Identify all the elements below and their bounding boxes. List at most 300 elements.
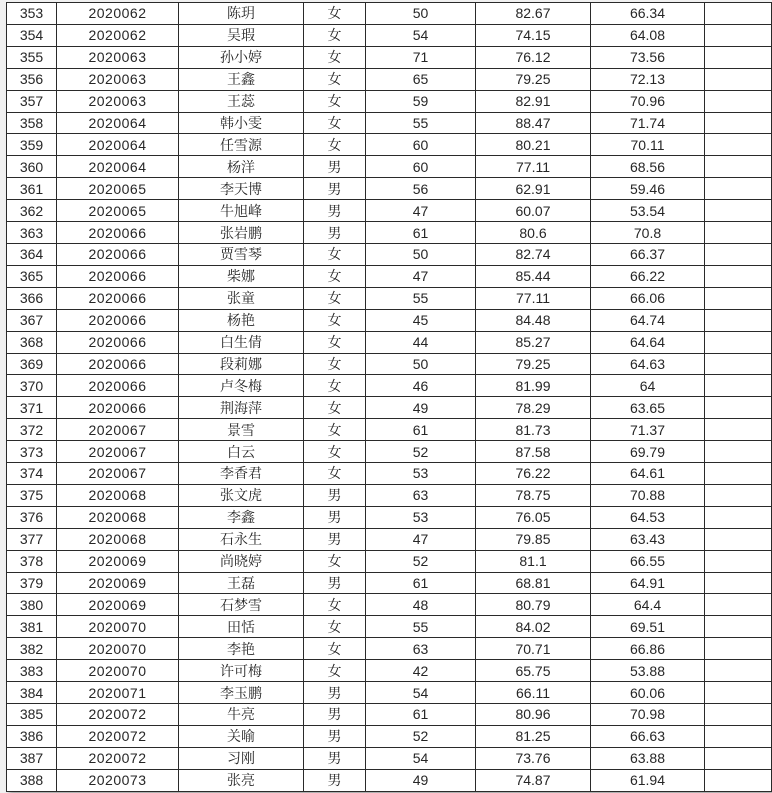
cell-name: 张童 (179, 287, 304, 309)
results-sheet (6, 2, 771, 792)
cell-score-2: 66.37 (591, 243, 705, 265)
cell-score-2: 70.8 (591, 222, 705, 244)
cell-empty (705, 200, 772, 222)
cell-score-2: 70.96 (591, 90, 705, 112)
cell-gender: 女 (304, 90, 366, 112)
cell-candidate-id: 2020064 (57, 134, 179, 156)
cell-name: 田恬 (179, 616, 304, 638)
cell-name: 杨洋 (179, 156, 304, 178)
table-row (7, 156, 772, 178)
cell-gender: 男 (304, 156, 366, 178)
cell-empty (705, 660, 772, 682)
cell-row-number: 354 (7, 24, 57, 46)
cell-row-number: 370 (7, 375, 57, 397)
cell-score-1: 65.75 (476, 660, 591, 682)
table-row (7, 660, 772, 682)
cell-candidate-id: 2020073 (57, 769, 179, 791)
cell-gender: 男 (304, 506, 366, 528)
table-row (7, 638, 772, 660)
cell-value: 54 (366, 747, 476, 769)
cell-value: 65 (366, 68, 476, 90)
cell-score-2: 68.56 (591, 156, 705, 178)
cell-gender: 女 (304, 331, 366, 353)
cell-name: 石永生 (179, 528, 304, 550)
cell-score-2: 63.65 (591, 397, 705, 419)
cell-empty (705, 222, 772, 244)
cell-score-2: 66.63 (591, 725, 705, 747)
cell-name: 贾雪琴 (179, 243, 304, 265)
table-row (7, 769, 772, 791)
cell-row-number: 385 (7, 704, 57, 726)
cell-empty (705, 397, 772, 419)
table-row (7, 616, 772, 638)
cell-gender: 女 (304, 660, 366, 682)
cell-gender: 女 (304, 24, 366, 46)
table-row (7, 441, 772, 463)
cell-value: 50 (366, 3, 476, 25)
cell-score-2: 64.74 (591, 309, 705, 331)
cell-gender: 男 (304, 704, 366, 726)
cell-candidate-id: 2020066 (57, 265, 179, 287)
cell-candidate-id: 2020067 (57, 419, 179, 441)
cell-name: 任雪源 (179, 134, 304, 156)
cell-gender: 女 (304, 463, 366, 485)
cell-name: 许可梅 (179, 660, 304, 682)
cell-score-2: 64.4 (591, 594, 705, 616)
cell-candidate-id: 2020066 (57, 397, 179, 419)
cell-score-1: 80.96 (476, 704, 591, 726)
cell-score-2: 66.86 (591, 638, 705, 660)
table-row (7, 24, 772, 46)
cell-empty (705, 331, 772, 353)
table-row (7, 572, 772, 594)
cell-candidate-id: 2020069 (57, 572, 179, 594)
cell-value: 54 (366, 24, 476, 46)
cell-score-1: 77.11 (476, 287, 591, 309)
cell-score-1: 87.58 (476, 441, 591, 463)
cell-gender: 女 (304, 594, 366, 616)
cell-candidate-id: 2020062 (57, 24, 179, 46)
cell-row-number: 388 (7, 769, 57, 791)
cell-gender: 女 (304, 638, 366, 660)
cell-row-number: 377 (7, 528, 57, 550)
cell-score-1: 81.73 (476, 419, 591, 441)
cell-empty (705, 287, 772, 309)
cell-row-number: 357 (7, 90, 57, 112)
cell-gender: 女 (304, 134, 366, 156)
cell-score-1: 85.44 (476, 265, 591, 287)
cell-row-number: 372 (7, 419, 57, 441)
cell-empty (705, 375, 772, 397)
cell-gender: 女 (304, 309, 366, 331)
table-row (7, 46, 772, 68)
cell-row-number: 368 (7, 331, 57, 353)
cell-score-2: 64.53 (591, 506, 705, 528)
cell-score-1: 84.02 (476, 616, 591, 638)
cell-score-2: 69.51 (591, 616, 705, 638)
cell-candidate-id: 2020066 (57, 309, 179, 331)
cell-score-1: 79.85 (476, 528, 591, 550)
cell-value: 63 (366, 484, 476, 506)
cell-candidate-id: 2020070 (57, 660, 179, 682)
cell-score-1: 76.22 (476, 463, 591, 485)
cell-value: 52 (366, 441, 476, 463)
cell-row-number: 371 (7, 397, 57, 419)
cell-value: 53 (366, 506, 476, 528)
cell-gender: 女 (304, 265, 366, 287)
cell-score-2: 53.54 (591, 200, 705, 222)
table-row (7, 682, 772, 704)
table-row (7, 309, 772, 331)
cell-row-number: 386 (7, 725, 57, 747)
cell-gender: 女 (304, 46, 366, 68)
cell-value: 47 (366, 265, 476, 287)
cell-value: 44 (366, 331, 476, 353)
cell-name: 柴娜 (179, 265, 304, 287)
cell-name: 荆海萍 (179, 397, 304, 419)
table-row (7, 90, 772, 112)
cell-candidate-id: 2020066 (57, 375, 179, 397)
cell-row-number: 381 (7, 616, 57, 638)
cell-value: 48 (366, 594, 476, 616)
cell-score-2: 70.88 (591, 484, 705, 506)
cell-gender: 女 (304, 3, 366, 25)
table-row (7, 222, 772, 244)
cell-candidate-id: 2020069 (57, 550, 179, 572)
cell-value: 50 (366, 353, 476, 375)
cell-score-2: 61.94 (591, 769, 705, 791)
table-row (7, 200, 772, 222)
cell-empty (705, 353, 772, 375)
cell-score-1: 62.91 (476, 178, 591, 200)
cell-empty (705, 769, 772, 791)
cell-value: 52 (366, 550, 476, 572)
cell-score-2: 63.43 (591, 528, 705, 550)
cell-row-number: 362 (7, 200, 57, 222)
cell-candidate-id: 2020064 (57, 112, 179, 134)
cell-name: 李鑫 (179, 506, 304, 528)
cell-empty (705, 616, 772, 638)
table-row (7, 528, 772, 550)
cell-score-1: 82.74 (476, 243, 591, 265)
results-table (6, 2, 772, 792)
cell-score-1: 76.05 (476, 506, 591, 528)
cell-candidate-id: 2020066 (57, 287, 179, 309)
table-row (7, 550, 772, 572)
cell-name: 李艳 (179, 638, 304, 660)
cell-value: 54 (366, 682, 476, 704)
table-row (7, 419, 772, 441)
cell-value: 61 (366, 419, 476, 441)
cell-score-2: 66.06 (591, 287, 705, 309)
cell-gender: 女 (304, 375, 366, 397)
table-row (7, 134, 772, 156)
cell-candidate-id: 2020066 (57, 222, 179, 244)
cell-score-1: 77.11 (476, 156, 591, 178)
cell-row-number: 366 (7, 287, 57, 309)
cell-candidate-id: 2020068 (57, 528, 179, 550)
cell-gender: 男 (304, 222, 366, 244)
cell-value: 60 (366, 134, 476, 156)
cell-name: 石梦雪 (179, 594, 304, 616)
cell-score-2: 59.46 (591, 178, 705, 200)
cell-score-1: 60.07 (476, 200, 591, 222)
cell-candidate-id: 2020063 (57, 68, 179, 90)
cell-score-2: 71.37 (591, 419, 705, 441)
cell-empty (705, 90, 772, 112)
cell-name: 习刚 (179, 747, 304, 769)
table-row (7, 725, 772, 747)
table-row (7, 594, 772, 616)
cell-name: 王蕊 (179, 90, 304, 112)
cell-score-1: 80.79 (476, 594, 591, 616)
cell-candidate-id: 2020070 (57, 616, 179, 638)
cell-empty (705, 309, 772, 331)
cell-score-1: 68.81 (476, 572, 591, 594)
cell-score-2: 64.63 (591, 353, 705, 375)
cell-value: 61 (366, 704, 476, 726)
cell-value: 61 (366, 572, 476, 594)
cell-value: 50 (366, 243, 476, 265)
cell-score-1: 78.75 (476, 484, 591, 506)
cell-name: 白生倩 (179, 331, 304, 353)
table-row (7, 112, 772, 134)
cell-value: 61 (366, 222, 476, 244)
table-row (7, 68, 772, 90)
cell-candidate-id: 2020072 (57, 725, 179, 747)
cell-row-number: 359 (7, 134, 57, 156)
table-row (7, 3, 772, 25)
cell-empty (705, 463, 772, 485)
cell-name: 韩小雯 (179, 112, 304, 134)
cell-score-2: 66.22 (591, 265, 705, 287)
cell-empty (705, 243, 772, 265)
cell-row-number: 383 (7, 660, 57, 682)
cell-empty (705, 704, 772, 726)
cell-candidate-id: 2020070 (57, 638, 179, 660)
cell-score-1: 82.91 (476, 90, 591, 112)
cell-value: 59 (366, 90, 476, 112)
cell-score-2: 72.13 (591, 68, 705, 90)
cell-empty (705, 550, 772, 572)
cell-row-number: 379 (7, 572, 57, 594)
cell-gender: 男 (304, 178, 366, 200)
cell-candidate-id: 2020062 (57, 3, 179, 25)
cell-score-2: 70.98 (591, 704, 705, 726)
cell-score-2: 64.08 (591, 24, 705, 46)
cell-score-1: 88.47 (476, 112, 591, 134)
cell-row-number: 358 (7, 112, 57, 134)
cell-name: 尚晓婷 (179, 550, 304, 572)
cell-value: 52 (366, 725, 476, 747)
cell-name: 吴瑕 (179, 24, 304, 46)
cell-empty (705, 506, 772, 528)
cell-gender: 女 (304, 68, 366, 90)
cell-value: 42 (366, 660, 476, 682)
cell-score-1: 73.76 (476, 747, 591, 769)
cell-value: 49 (366, 769, 476, 791)
cell-row-number: 369 (7, 353, 57, 375)
cell-gender: 女 (304, 419, 366, 441)
cell-row-number: 387 (7, 747, 57, 769)
cell-name: 景雪 (179, 419, 304, 441)
cell-name: 王鑫 (179, 68, 304, 90)
cell-empty (705, 594, 772, 616)
cell-gender: 男 (304, 769, 366, 791)
cell-empty (705, 484, 772, 506)
cell-score-2: 64.64 (591, 331, 705, 353)
table-row (7, 397, 772, 419)
cell-row-number: 356 (7, 68, 57, 90)
cell-name: 王磊 (179, 572, 304, 594)
cell-score-1: 66.11 (476, 682, 591, 704)
table-row (7, 704, 772, 726)
cell-score-2: 60.06 (591, 682, 705, 704)
table-row (7, 484, 772, 506)
cell-score-1: 81.25 (476, 725, 591, 747)
table-row (7, 265, 772, 287)
cell-name: 牛亮 (179, 704, 304, 726)
cell-score-1: 79.25 (476, 353, 591, 375)
cell-score-1: 74.15 (476, 24, 591, 46)
cell-score-2: 66.55 (591, 550, 705, 572)
cell-empty (705, 725, 772, 747)
cell-value: 49 (366, 397, 476, 419)
cell-row-number: 376 (7, 506, 57, 528)
cell-gender: 女 (304, 550, 366, 572)
cell-value: 46 (366, 375, 476, 397)
cell-gender: 男 (304, 572, 366, 594)
cell-empty (705, 419, 772, 441)
cell-candidate-id: 2020066 (57, 353, 179, 375)
cell-score-2: 73.56 (591, 46, 705, 68)
cell-candidate-id: 2020064 (57, 156, 179, 178)
cell-name: 段莉娜 (179, 353, 304, 375)
cell-value: 56 (366, 178, 476, 200)
cell-row-number: 375 (7, 484, 57, 506)
cell-score-1: 84.48 (476, 309, 591, 331)
cell-name: 李天博 (179, 178, 304, 200)
cell-empty (705, 134, 772, 156)
cell-name: 白云 (179, 441, 304, 463)
cell-score-2: 69.79 (591, 441, 705, 463)
results-table-body (7, 3, 772, 792)
cell-empty (705, 24, 772, 46)
cell-row-number: 365 (7, 265, 57, 287)
cell-candidate-id: 2020065 (57, 200, 179, 222)
cell-row-number: 355 (7, 46, 57, 68)
cell-empty (705, 68, 772, 90)
cell-gender: 男 (304, 682, 366, 704)
cell-value: 60 (366, 156, 476, 178)
cell-name: 杨艳 (179, 309, 304, 331)
cell-score-1: 82.67 (476, 3, 591, 25)
cell-score-1: 76.12 (476, 46, 591, 68)
cell-row-number: 373 (7, 441, 57, 463)
cell-value: 71 (366, 46, 476, 68)
cell-empty (705, 156, 772, 178)
cell-score-2: 66.34 (591, 3, 705, 25)
cell-row-number: 361 (7, 178, 57, 200)
cell-empty (705, 638, 772, 660)
table-row (7, 353, 772, 375)
cell-empty (705, 528, 772, 550)
cell-score-1: 79.25 (476, 68, 591, 90)
cell-empty (705, 3, 772, 25)
table-row (7, 747, 772, 769)
cell-empty (705, 572, 772, 594)
cell-candidate-id: 2020067 (57, 441, 179, 463)
cell-gender: 女 (304, 616, 366, 638)
cell-name: 牛旭峰 (179, 200, 304, 222)
cell-empty (705, 112, 772, 134)
cell-score-2: 64.91 (591, 572, 705, 594)
cell-name: 关喻 (179, 725, 304, 747)
cell-candidate-id: 2020067 (57, 463, 179, 485)
cell-candidate-id: 2020072 (57, 747, 179, 769)
table-row (7, 463, 772, 485)
cell-gender: 女 (304, 441, 366, 463)
cell-empty (705, 441, 772, 463)
cell-row-number: 363 (7, 222, 57, 244)
cell-candidate-id: 2020066 (57, 331, 179, 353)
cell-candidate-id: 2020066 (57, 243, 179, 265)
cell-row-number: 360 (7, 156, 57, 178)
cell-gender: 男 (304, 484, 366, 506)
cell-candidate-id: 2020072 (57, 704, 179, 726)
cell-row-number: 374 (7, 463, 57, 485)
cell-empty (705, 682, 772, 704)
cell-row-number: 353 (7, 3, 57, 25)
table-row (7, 178, 772, 200)
cell-gender: 女 (304, 353, 366, 375)
cell-score-2: 71.74 (591, 112, 705, 134)
cell-name: 孙小婷 (179, 46, 304, 68)
table-row (7, 375, 772, 397)
cell-row-number: 382 (7, 638, 57, 660)
cell-name: 陈玥 (179, 3, 304, 25)
cell-score-1: 70.71 (476, 638, 591, 660)
cell-gender: 男 (304, 747, 366, 769)
cell-name: 张岩鹏 (179, 222, 304, 244)
cell-name: 李香君 (179, 463, 304, 485)
cell-value: 47 (366, 200, 476, 222)
cell-empty (705, 265, 772, 287)
cell-empty (705, 747, 772, 769)
cell-score-2: 64.61 (591, 463, 705, 485)
cell-score-1: 74.87 (476, 769, 591, 791)
cell-gender: 女 (304, 287, 366, 309)
cell-candidate-id: 2020063 (57, 90, 179, 112)
table-row (7, 506, 772, 528)
cell-empty (705, 178, 772, 200)
cell-row-number: 380 (7, 594, 57, 616)
cell-value: 63 (366, 638, 476, 660)
cell-candidate-id: 2020065 (57, 178, 179, 200)
cell-row-number: 384 (7, 682, 57, 704)
cell-name: 张文虎 (179, 484, 304, 506)
cell-score-1: 78.29 (476, 397, 591, 419)
table-row (7, 287, 772, 309)
cell-candidate-id: 2020071 (57, 682, 179, 704)
cell-score-2: 64 (591, 375, 705, 397)
cell-score-1: 80.6 (476, 222, 591, 244)
cell-empty (705, 46, 772, 68)
cell-candidate-id: 2020068 (57, 506, 179, 528)
cell-score-1: 85.27 (476, 331, 591, 353)
cell-candidate-id: 2020069 (57, 594, 179, 616)
table-row (7, 243, 772, 265)
